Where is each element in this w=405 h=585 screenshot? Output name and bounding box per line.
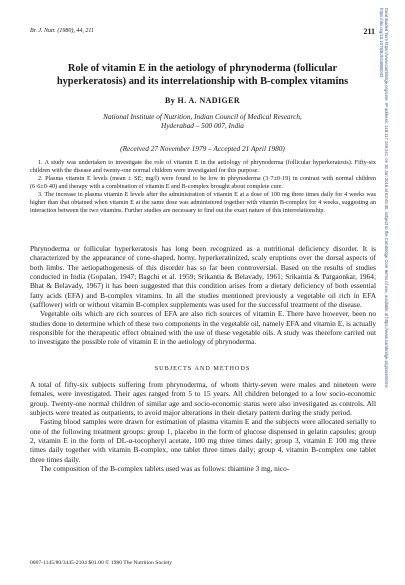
abstract-paragraph: 3. The increase in plasma vitamin E levels after the administration of vitamin E at a dose of 100 mg three times daily for 4 weeks was higher than that obtained when vitamin E at the same dose was administered together with vitamin B-complex for 4 weeks, suggesting an interaction between the two vitamins. Further studies are necessary to find out the exact nature of this interrelationship.: [30, 191, 376, 214]
article-title: Role of vitamin E in the aetiology of phrynoderma (follicular hyperkeratosis) and its interrelationship with B-complex vitamins: [56, 63, 349, 87]
body-paragraph: A total of fifty-six subjects suffering from phrynoderma, of whom thirty-seven were males and nineteen were females, were investigated. Their ages ranged from 5 to 15 years. All children belonged to a low socio-economic group. Twenty-one normal children of similar age and socio-economic status were also investigated as controls. All subjects were treated as outpatients, to avoid major alterations in their dietary pattern during the study period.: [30, 380, 376, 418]
abstract: [30, 159, 376, 215]
methods-section: [30, 380, 376, 473]
abstract-paragraph: 1. A study was undertaken to investigate the role of vitamin E in the aetiology of phrynoderma (follicular hyperkeratosis). Fifty-six children with the disease and twenty-one normal children were investigated for this purpose.: [30, 159, 376, 174]
affiliation-institute: National Institute of Nutrition, Indian Council of Medical Research,: [103, 112, 302, 121]
running-head: Br. J. Nutr. (1980), 44, 211: [30, 28, 94, 34]
body-paragraph: Phrynoderma or follicular hyperkeratosis has long been recognized as a nutritional deficiency disorder. It is characterized by the appearance of cone-shaped, horny, hyperkeratinized, scaly eruptions over the dorsal aspects of both limbs. The aetiopathogenesis of this disorder has so far been controversial. Based on the results of studies conducted in India (Gopalan, 1947; Bagchi et al. 1959; Srikantia & Belavady, 1961; Srikantia & Pargaonkar, 1964; Bhat & Belavady, 1967) it has been suggested that this condition arises from a dietary deficiency of both essential fatty acids (EFA) and B-complex vitamins. In all the studies mentioned previously a vegetable oil rich in EFA (safflower) with or without vitamin B-complex supplements was used for the successful treatment of the disease.: [30, 244, 376, 310]
introduction: [30, 244, 376, 347]
body-paragraph: Vegetable oils which are rich sources of EFA are also rich sources of vitamin E. There have however, been no studies done to determine which of these two components in the vegetable oil, namely EFA and vitamin E, is actually responsible for the therapeutic effect obtained with the use of these vegetable oils. A study was therefore carried out to investigate the possible role of vitamin E in the aetiology of phrynoderma.: [30, 309, 376, 347]
affiliation-address: Hyderabad – 500 007, India: [161, 121, 244, 131]
download-notice: Downloaded from https://www.cambridge.org/core. IP address: 118.117.169.241, on 30 Jan 2019 at 03:45:30, subject to the Cambridge Core terms of use, available at https://www.cambridge.org/core/terms.: [384, 8, 389, 389]
page-number: 211: [363, 27, 375, 36]
body-paragraph: Fasting blood samples were drawn for estimation of plasma vitamin E and the subjects were allocated serially to one of the following treatment groups: group 1, placebo in the form of glucose dispensed in gelatin capsules; group 2, vitamin E in the form of DL-α-tocopheryl acetate, 100 mg three times daily; group 3, vitamin E 100 mg three times daily together with vitamin B-complex, one tablet three times daily; group 4, vitamin B-complex one tablet three times daily.: [30, 417, 376, 464]
author: By H. A. NADIGER: [164, 96, 241, 105]
copyright-footer: 0007-1145/80/3445-2104 $01.00 © 1980 The Nutrition Society: [30, 560, 173, 566]
body-paragraph: The composition of the B-complex tablets used was as follows: thiamine 3 mg, nico-: [40, 464, 290, 474]
affiliation: [40, 112, 365, 131]
section-heading: SUBJECTS AND METHODS: [154, 365, 251, 372]
doi-link[interactable]: https://doi.org/10.1079/BJN19800033: [379, 8, 384, 78]
received-dates: (Received 27 November 1979 – Accepted 21 April 1980): [120, 144, 285, 153]
download-side-note: [379, 8, 389, 578]
abstract-paragraph: 2. Plasma vitamin E levels (mean ± SE; mg/l) were found to be low in phrynoderma (3·7±0·19) in contrast with normal children (6·6±0·40) and therapy with a combination of vitamin E and B-complex brought about complete cure.: [30, 175, 376, 190]
